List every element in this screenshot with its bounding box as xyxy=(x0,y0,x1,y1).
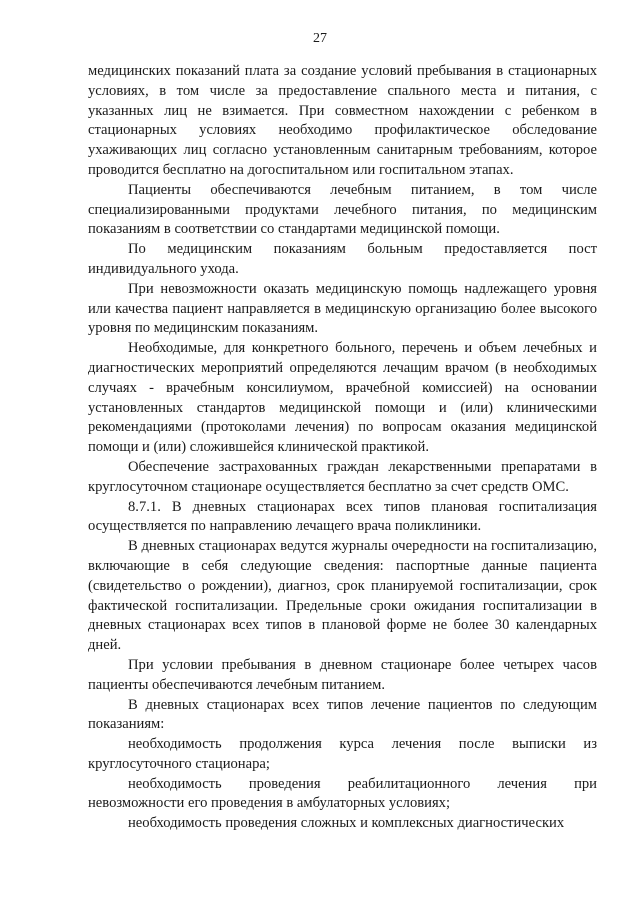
page-number: 27 xyxy=(313,31,327,46)
paragraph-nutrition: Пациенты обеспечиваются лечебным питанием, в том числе специализированными продуктами лечебного питания, по медицинским показаниям в соответствии со стандартами медицинской помощи. xyxy=(88,181,597,238)
list-item-continuation-course: необходимость продолжения курса лечения после выписки из круглосуточного стационара; xyxy=(88,736,597,772)
list-item-diagnostics: необходимость проведения сложных и комплексных диагностических xyxy=(128,815,565,832)
paragraph-waiting-lists: В дневных стационарах ведутся журналы очередности на госпитализацию, включающие в себя следующие сведения: паспортные данные пациента (свидетельство о рождении), диагноз, срок планируемой госпитализации, срок фактической госпитализации. Предельные сроки ожидания госпитализации в дневных стационарах всех типов в плановой форме не более 30 календарных дней. xyxy=(88,538,597,654)
paragraph-continuation: медицинских показаний плата за создание условий пребывания в стационарных условиях, в том числе за предоставление спального места и питания, с указанных лиц не взимается. При совместном нахождении с ребенком в стационарных условиях необходимо профилактическое обследование ухаживающих лиц согласно установленным санитарным требованиям, которое проводится бесплатно на догоспитальном или госпитальном этапах. xyxy=(88,63,597,178)
paragraph-medication: Обеспечение застрахованных граждан лекарственными препаратами в круглосуточном стационаре осуществляется бесплатно за счет средств ОМС. xyxy=(88,458,597,495)
paragraph-referral: При невозможности оказать медицинскую помощь надлежащего уровня или качества пациент направляется в медицинскую организацию более высокого уровня по медицинским показаниям. xyxy=(88,280,597,337)
document-body xyxy=(88,62,597,834)
paragraph-section-8-7-1: 8.7.1. В дневных стационарах всех типов плановая госпитализация осуществляется по направлению лечащего врача поликлиники. xyxy=(88,498,597,535)
list-item-rehabilitation: необходимость проведения реабилитационного лечения при невозможности его проведения в амбулаторных условиях; xyxy=(88,775,597,812)
paragraph-day-hospital-nutrition: При условии пребывания в дневном стационаре более четырех часов пациенты обеспечиваются лечебным питанием. xyxy=(88,656,597,693)
paragraph-individual-care: По медицинским показаниям больным предоставляется пост индивидуального ухода. xyxy=(88,241,597,277)
paragraph-treatment-scope: Необходимые, для конкретного больного, перечень и объем лечебных и диагностических мероприятий определяются лечащим врачом (в необходимых случаях - врачебным консилиумом, врачебной комиссией) на основании установленных стандартов медицинской помощи и (или) клиническими рекомендациями (протоколами лечения) по вопросам оказания медицинской помощи и (или) сложившейся клинической практикой. xyxy=(88,340,597,456)
paragraph-indications-intro: В дневных стационарах всех типов лечение пациентов по следующим показаниям: xyxy=(88,696,597,733)
